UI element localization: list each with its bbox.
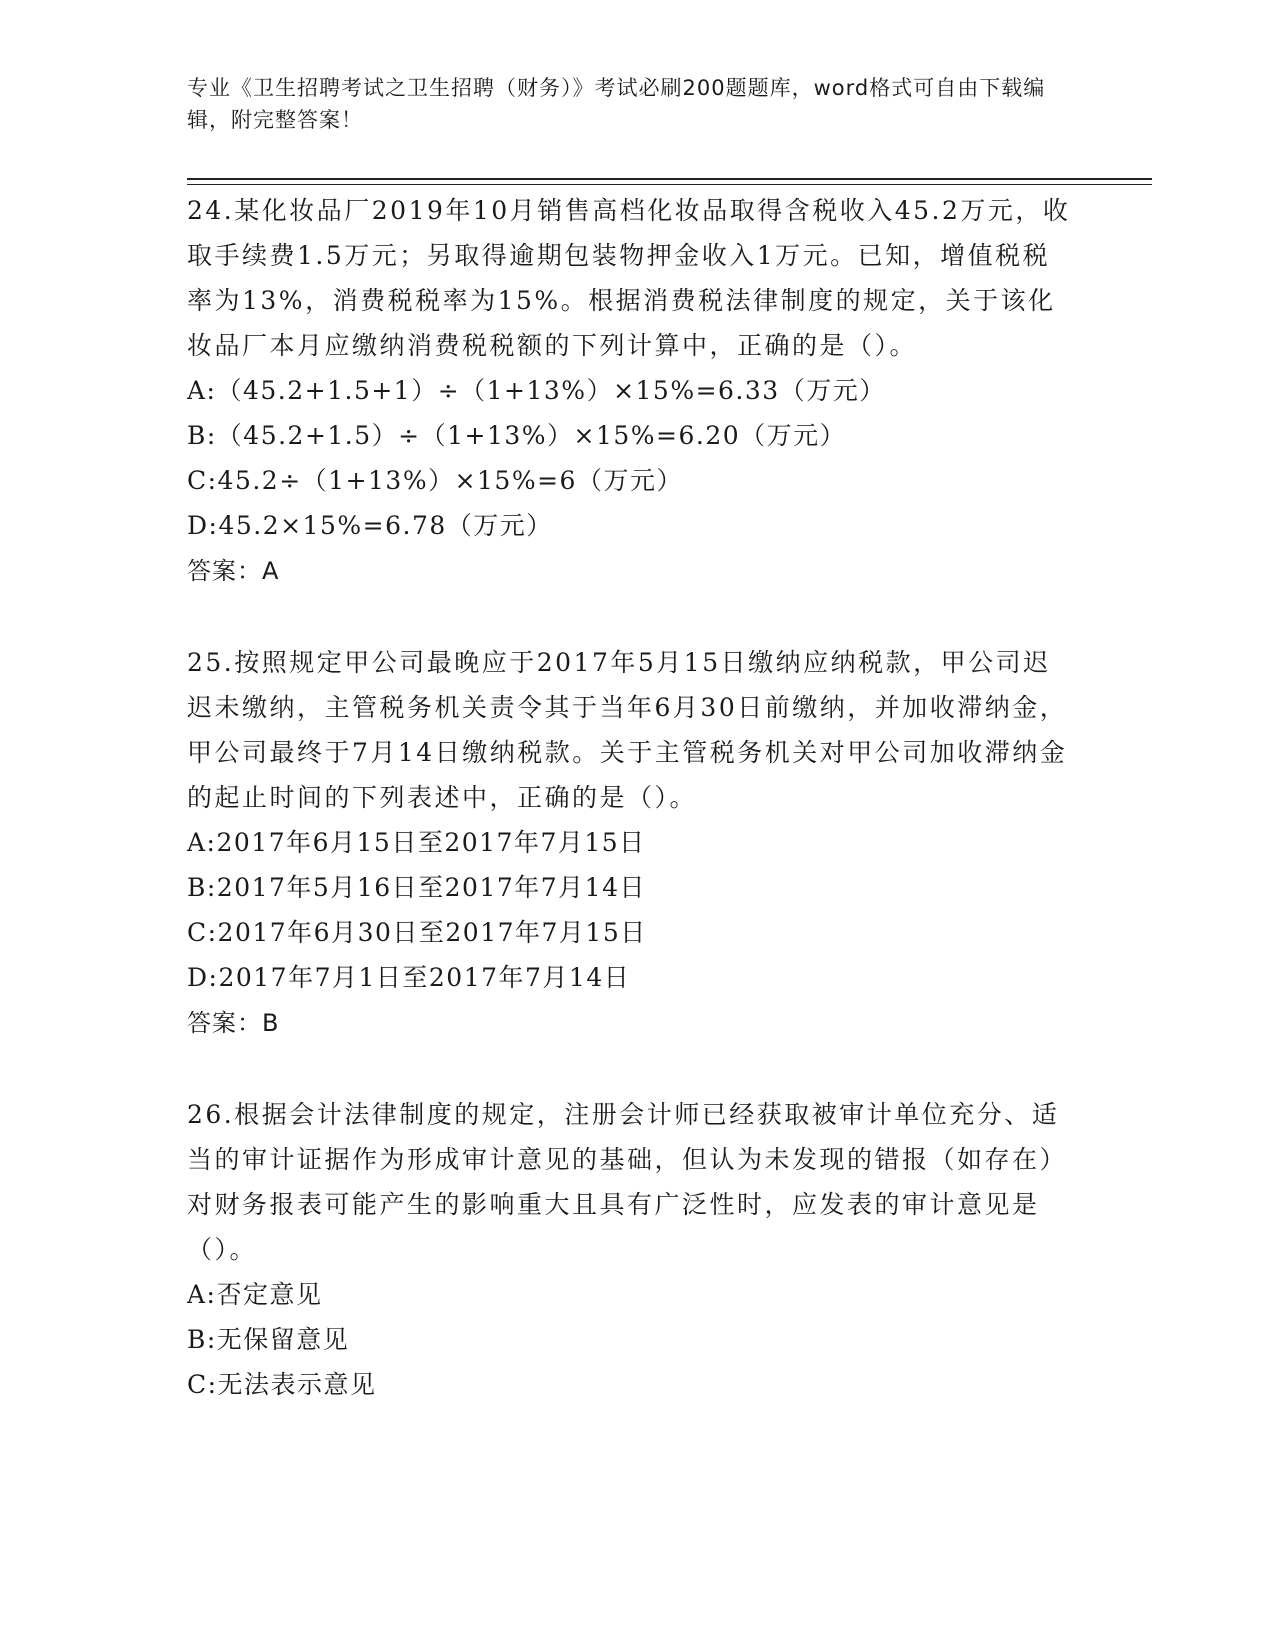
question-25: [187, 640, 1077, 1046]
question-spacer: [187, 594, 1077, 640]
question-26: [187, 1092, 1077, 1407]
header-divider-thick: [187, 178, 1152, 180]
question-text: 24.某化妆品厂2019年10月销售高档化妆品取得含税收入45.2万元，收取手续费1.5万元；另取得逾期包装物押金收入1万元。已知，增值税税率为13%，消费税税率为15%。根据消费税法律制度的规定，关于该化妆品厂本月应缴纳消费税税额的下列计算中，正确的是（）。: [187, 196, 1071, 360]
question-text: 25.按照规定甲公司最晚应于2017年5月15日缴纳应纳税款，甲公司迟迟未缴纳，主管税务机关责令其于当年6月30日前缴纳，并加收滞纳金，甲公司最终于7月14日缴纳税款。关于主管税务机关对甲公司加收滞纳金的起止时间的下列表述中，正确的是（）。: [187, 648, 1068, 812]
option-a: A:否定意见: [187, 1280, 323, 1309]
option-d: D:2017年7月1日至2017年7月14日: [187, 963, 631, 992]
question-list: [187, 188, 1077, 1407]
option-b: B:无保留意见: [187, 1325, 350, 1354]
question-24: [187, 188, 1077, 594]
option-c: C:45.2÷（1+13%）×15%=6（万元）: [187, 466, 683, 495]
option-d: D:45.2×15%=6.78（万元）: [187, 511, 553, 540]
document-header: 专业《卫生招聘考试之卫生招聘（财务）》考试必刷200题题库，word格式可自由下载编辑，附完整答案！: [187, 76, 1046, 132]
question-text: 26.根据会计法律制度的规定，注册会计师已经获取被审计单位充分、适当的审计证据作为形成审计意见的基础，但认为未发现的错报（如存在）对财务报表可能产生的影响重大且具有广泛性时，应发表的审计意见是（）。: [187, 1100, 1068, 1264]
option-b: B:（45.2+1.5）÷（1+13%）×15%=6.20（万元）: [187, 421, 847, 450]
option-a: A:（45.2+1.5+1）÷（1+13%）×15%=6.33（万元）: [187, 376, 886, 405]
answer-label: 答案：B: [187, 1009, 280, 1037]
header-divider-thin: [187, 184, 1152, 185]
answer-label: 答案：A: [187, 557, 280, 585]
option-c: C:2017年6月30日至2017年7月15日: [187, 918, 647, 947]
option-c: C:无法表示意见: [187, 1370, 377, 1399]
option-b: B:2017年5月16日至2017年7月14日: [187, 873, 646, 902]
option-a: A:2017年6月15日至2017年7月15日: [187, 828, 646, 857]
question-spacer: [187, 1046, 1077, 1092]
